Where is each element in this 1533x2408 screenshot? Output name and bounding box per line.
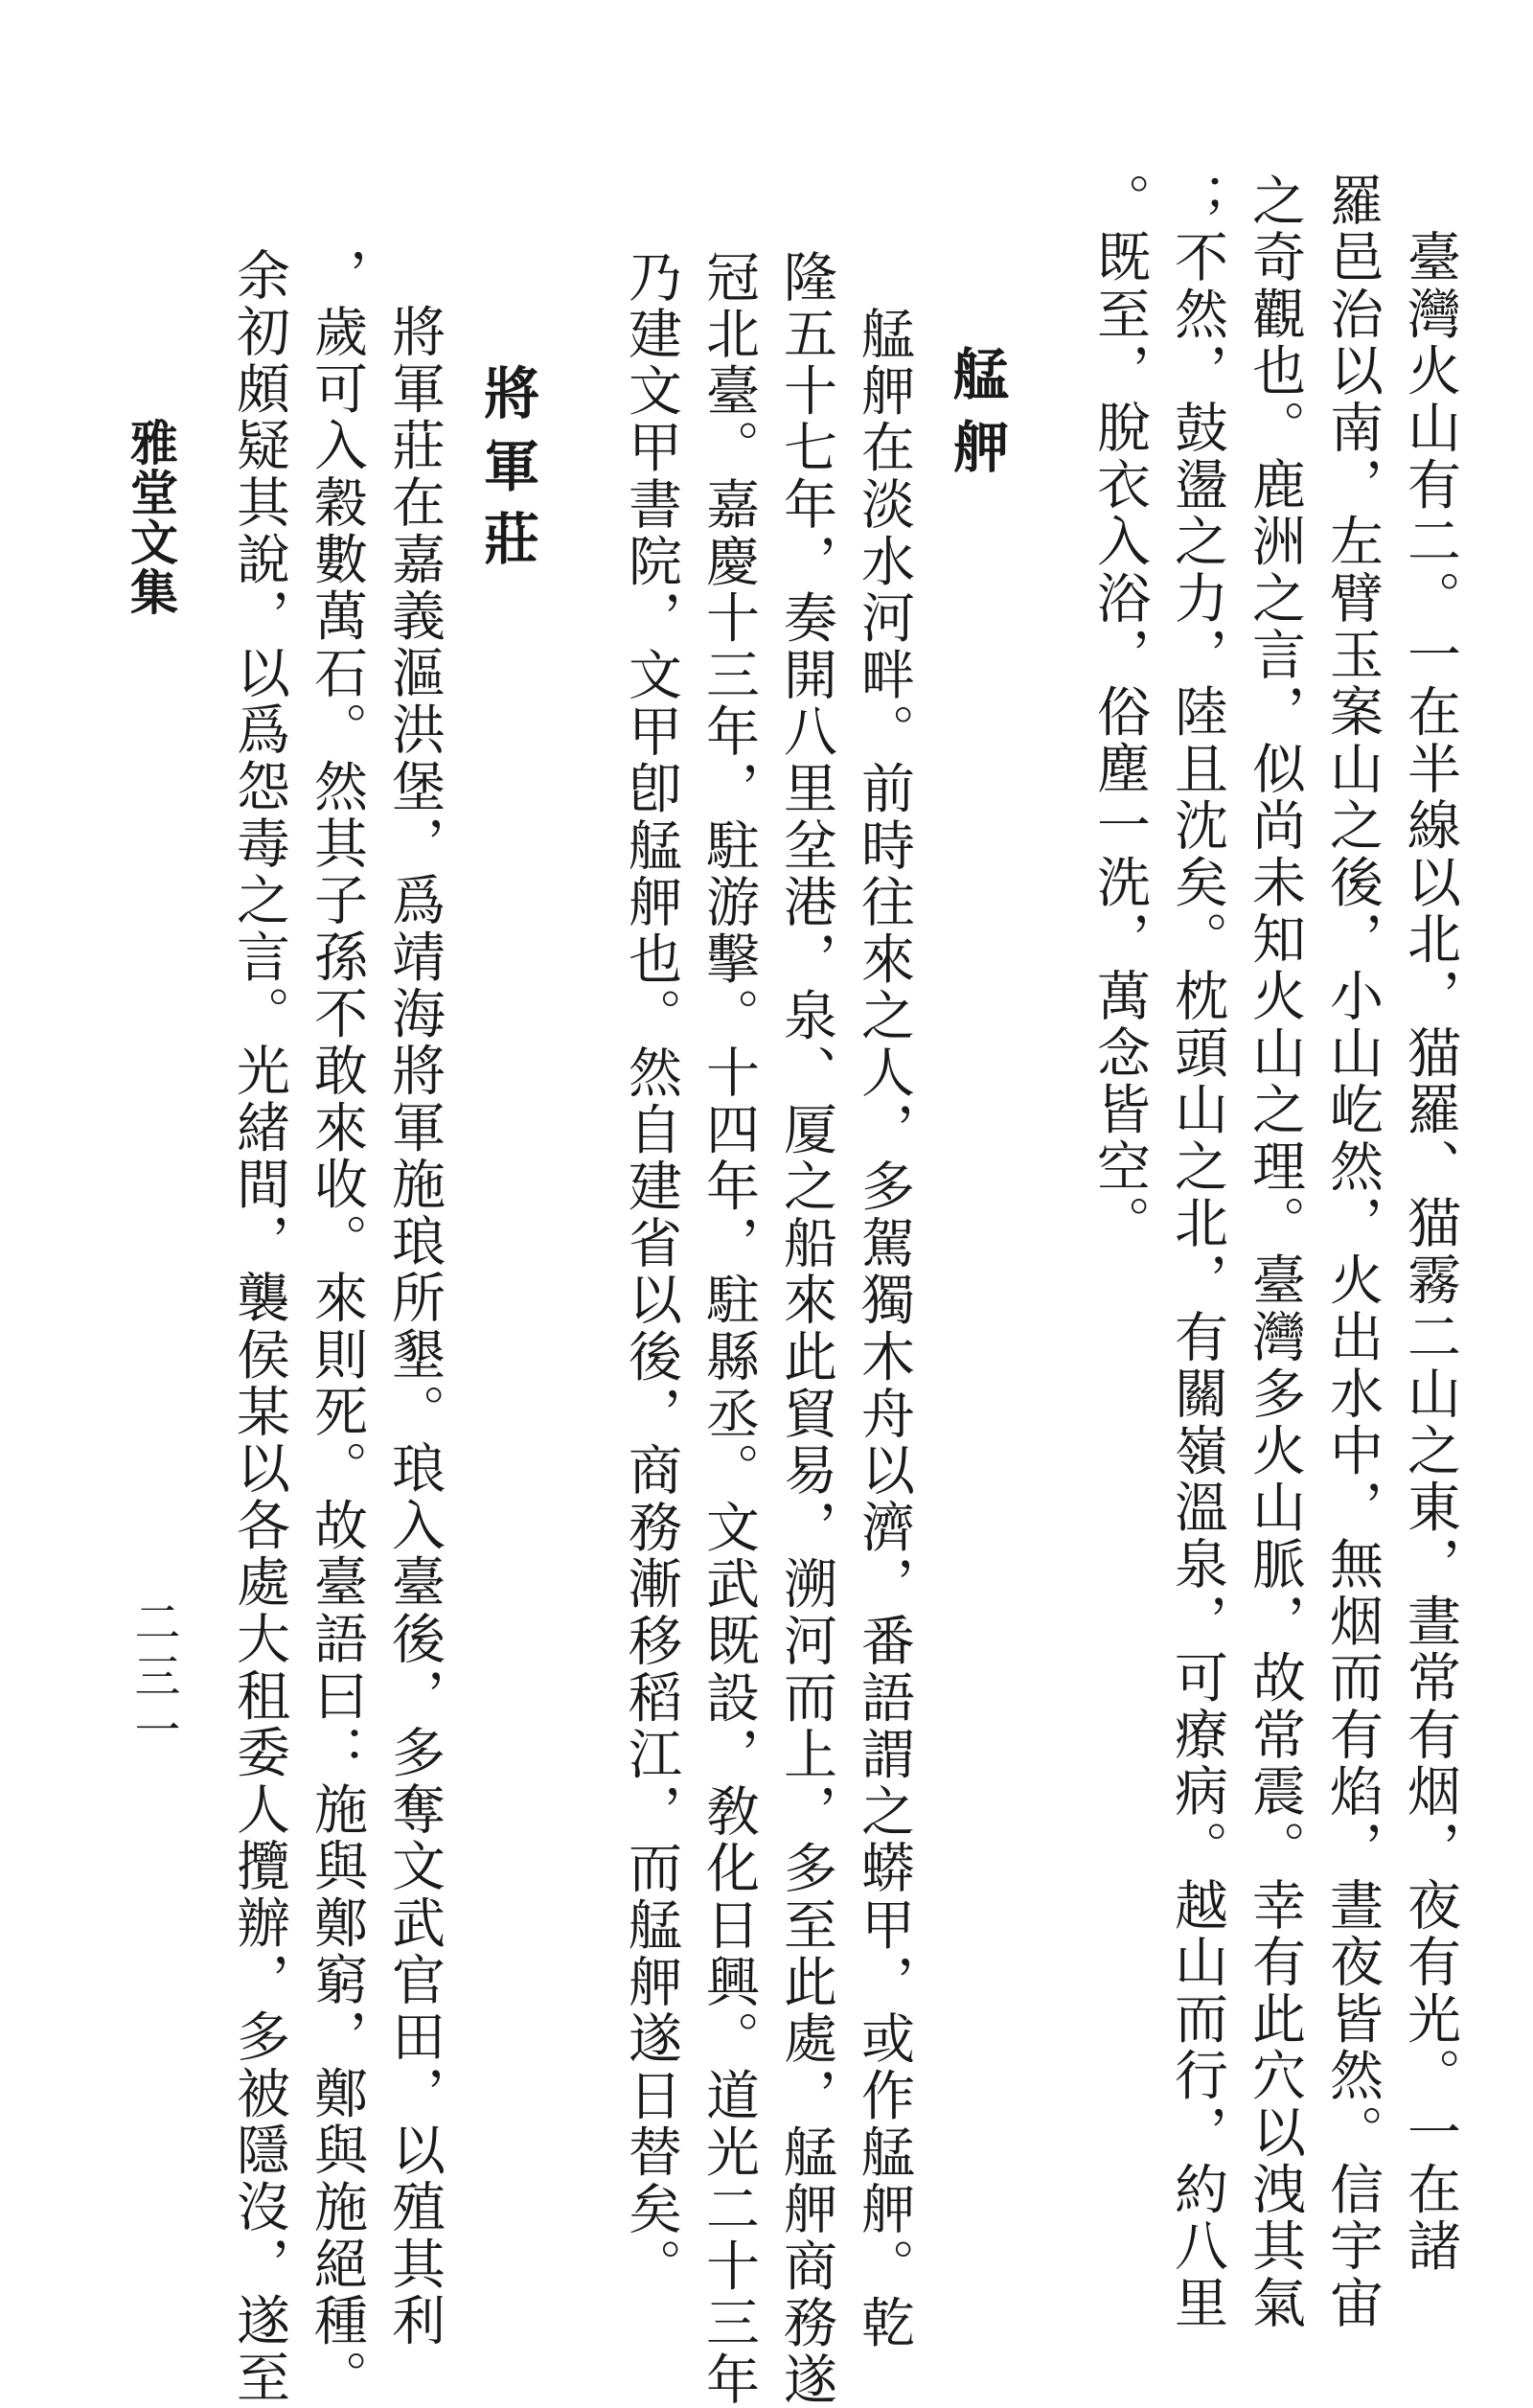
section-heading: 將軍莊: [474, 364, 539, 583]
section-heading: 艋舺: [944, 345, 1009, 491]
text-column: 將軍莊在嘉義漚洪堡，爲靖海將軍施琅所墾。琅入臺後，多奪文武官田，以殖其利: [383, 247, 446, 2351]
text-column: 隆五十七年，奏開八里坌港，泉、厦之船來此貿易，溯河而上，多至此處，艋舺商務遂: [775, 249, 837, 2408]
text-column: 羅邑治以南，左臂玉案山之後，小山屹然，火出水中，無烟而有焰，晝夜皆然。信宇宙: [1321, 172, 1384, 2332]
text-column: ；不然，鼓盪之力，陸且沈矣。枕頭山之北，有關嶺溫泉，可療病。越山而行，約八里: [1166, 172, 1228, 2332]
text-column: 余初頗疑其說，以爲怨毒之言。光緒間，襲侯某以各處大租委人攬辦，多被隱沒，遂至: [228, 247, 290, 2407]
text-column: 艋舺在淡水河畔。前時往來之人，多駕獨木舟以濟，番語謂之蟒甲，或作艋舺。乾: [853, 249, 915, 2352]
running-head: 雅堂文集: [123, 418, 179, 617]
text-column: 乃建文甲書院，文甲卽艋舺也。然自建省以後，商務漸移稻江，而艋舺遂日替矣。: [620, 249, 682, 2295]
page-number: 二三一: [126, 1598, 180, 1759]
text-column: 冠北臺。嘉慶十三年，駐游擊。十四年，駐縣丞。文武既設，敎化日興。道光二十三年: [698, 249, 760, 2408]
text-column: 。既至，脫衣入浴，俗塵一洗，萬念皆空。: [1088, 172, 1151, 1252]
text-column: ，歲可入穀數萬石。然其子孫不敢來收。來則死。故臺語曰：施與鄭窮，鄭與施絕種。: [306, 247, 368, 2407]
text-column: 之奇觀也。鹿洲之言，似尚未知火山之理。臺灣多火山脈，故常震。幸有此穴以洩其氣: [1244, 172, 1306, 2332]
text-column: 臺灣火山有二。一在半線以北，猫羅、猫霧二山之東，晝常有烟，夜有光。一在諸: [1399, 172, 1461, 2276]
